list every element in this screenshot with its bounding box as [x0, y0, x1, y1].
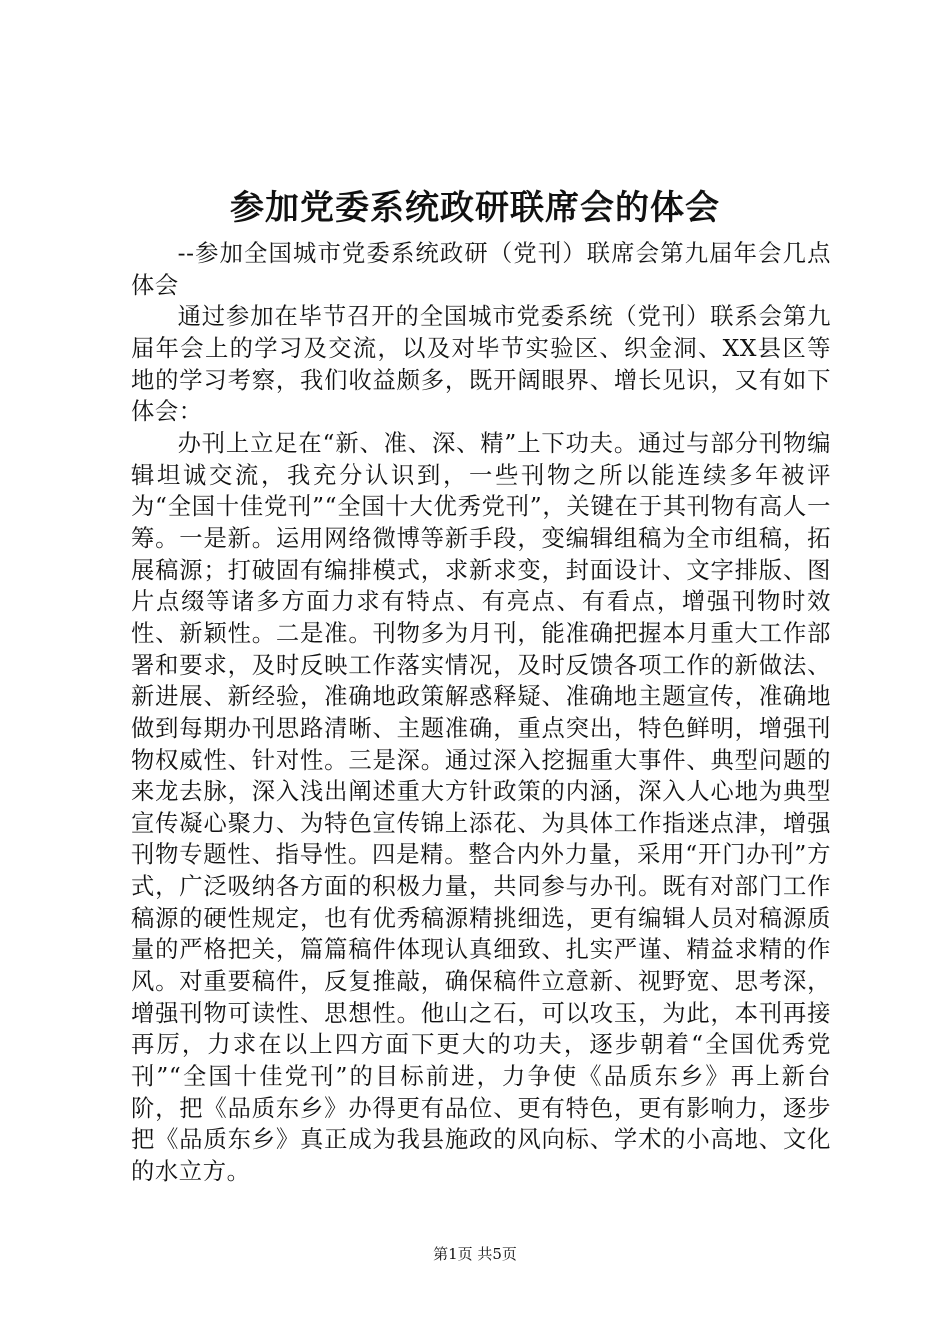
document-body	[131, 238, 831, 1188]
page-indicator: 第1页 共5页	[433, 1245, 517, 1263]
intro-paragraph: 通过参加在毕节召开的全国城市党委系统（党刊）联系会第九届年会上的学习及交流，以及对毕节实验区、织金洞、XX县区等地的学习考察，我们收益颇多，既开阔眼界、增长见识，又有如下体会：	[131, 303, 831, 426]
document-title: 参加党委系统政研联席会的体会	[230, 188, 720, 228]
main-paragraph: 办刊上立足在“新、准、深、精”上下功夫。通过与部分刊物编辑坦诚交流，我充分认识到，一些刊物之所以能连续多年被评为“全国十佳党刊”“全国十大优秀党刊”，关键在于其刊物有高人一筹。一是新。运用网络微博等新手段，变编辑组稿为全市组稿，拓展稿源；打破固有编排模式，求新求变，封面设计、文字排版、图片点缀等诸多方面力求有特点、有亮点、有看点，增强刊物时效性、新颖性。二是准。刊物多为月刊，能准确把握本月重大工作部署和要求，及时反映工作落实情况，及时反馈各项工作的新做法、新进展、新经验，准确地政策解惑释疑、准确地主题宣传，准确地做到每期办刊思路清晰、主题准确，重点突出，特色鲜明，增强刊物权威性、针对性。三是深。通过深入挖掘重大事件、典型问题的来龙去脉，深入浅出阐述重大方针政策的内涵，深入人心地为典型宣传凝心聚力、为特色宣传锦上添花、为具体工作指迷点津，增强刊物专题性、指导性。四是精。整合内外力量，采用“开门办刊”方式，广泛吸纳各方面的积极力量，共同参与办刊。既有对部门工作稿源的硬性规定，也有优秀稿源精挑细选，更有编辑人员对稿源质量的严格把关，篇篇稿件体现认真细致、扎实严谨、精益求精的作风。对重要稿件，反复推敲，确保稿件立意新、视野宽、思考深，增强刊物可读性、思想性。他山之石，可以攻玉，为此，本刊再接再厉，力求在以上四方面下更大的功夫，逐步朝着“全国优秀党刊”“全国十佳党刊”的目标前进，力争使《品质东乡》再上新台阶，把《品质东乡》办得更有品位、更有特色，更有影响力，逐步把《品质东乡》真正成为我县施政的风向标、学术的小高地、文化的水立方。	[131, 429, 831, 1186]
subtitle-paragraph: --参加全国城市党委系统政研（党刊）联席会第九届年会几点体会	[131, 240, 831, 299]
page-footer	[0, 1244, 950, 1264]
